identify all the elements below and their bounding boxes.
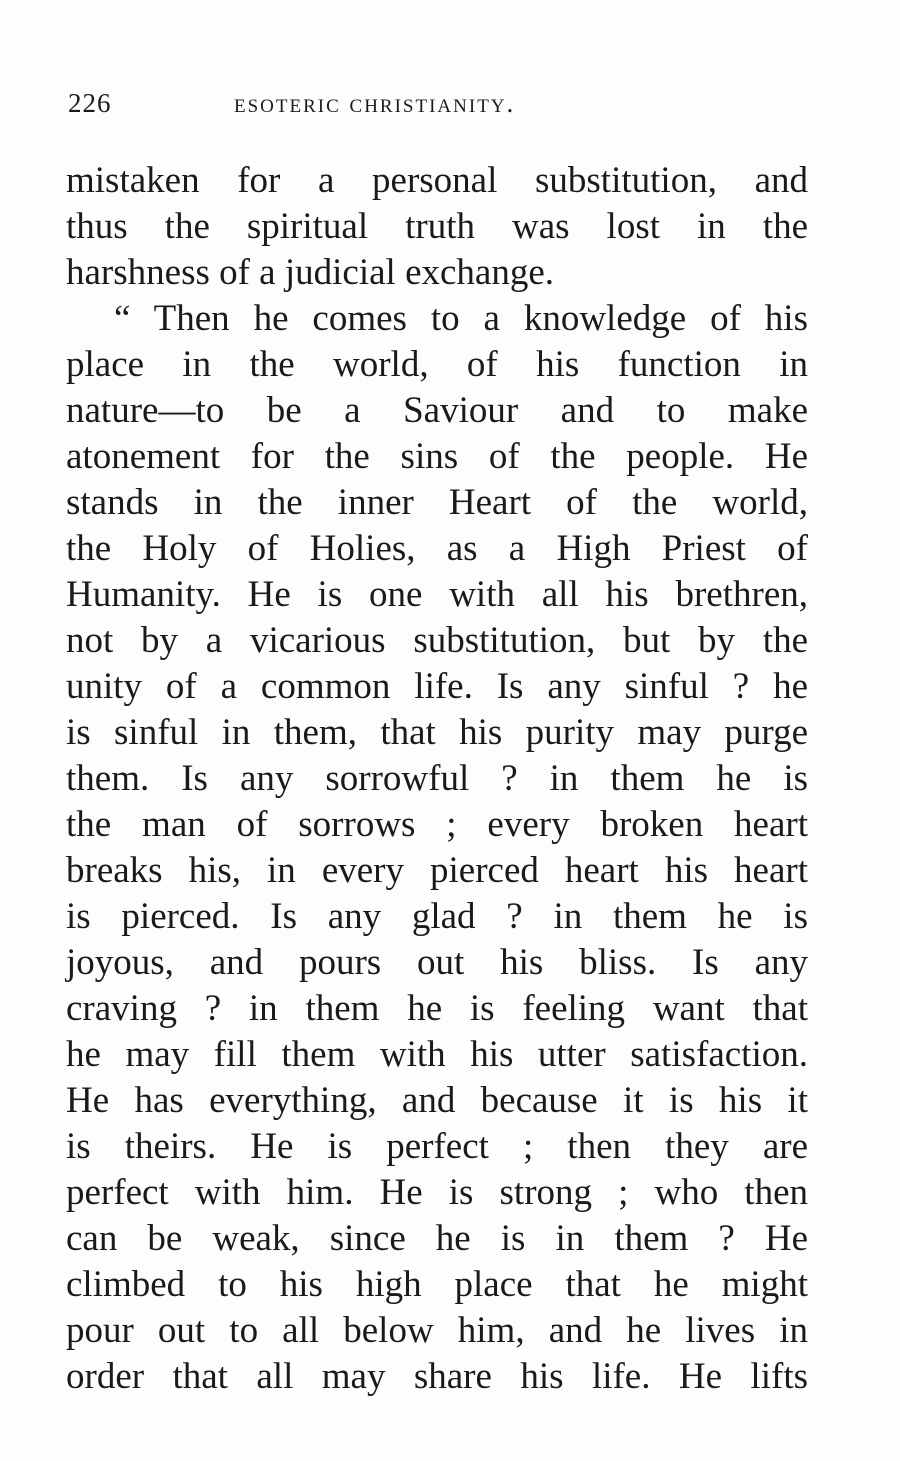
text-line: not by a vicarious substitution, but by the — [66, 620, 808, 661]
text-line: nature—to be a Saviour and to make — [66, 390, 808, 431]
text-line: atonement for the sins of the people. He — [66, 436, 808, 477]
text-line: thus the spiritual truth was lost in the — [66, 206, 808, 247]
text-line: order that all may share his life. He lifts — [66, 1356, 808, 1397]
text-line: harshness of a judicial exchange. — [66, 252, 555, 293]
body-text — [66, 158, 808, 1400]
text-line: stands in the inner Heart of the world, — [66, 482, 808, 523]
text-line: Humanity. He is one with all his brethren, — [66, 574, 808, 615]
text-line: joyous, and pours out his bliss. Is any — [66, 942, 808, 983]
text-line: the Holy of Holies, as a High Priest of — [66, 528, 808, 569]
text-line: is pierced. Is any glad ? in them he is — [66, 896, 808, 937]
text-line: pour out to all below him, and he lives in — [66, 1310, 808, 1351]
text-line: he may fill them with his utter satisfaction. — [66, 1034, 808, 1075]
text-line: is sinful in them, that his purity may purge — [66, 712, 808, 753]
text-line: climbed to his high place that he might — [66, 1264, 808, 1305]
text-line: unity of a common life. Is any sinful ? he — [66, 666, 808, 707]
text-line: them. Is any sorrowful ? in them he is — [66, 758, 808, 799]
text-line: “ Then he comes to a knowledge of his — [114, 298, 808, 339]
running-title: esoteric christianity. — [234, 88, 516, 118]
text-line: breaks his, in every pierced heart his heart — [66, 850, 808, 891]
text-line: is theirs. He is perfect ; then they are — [66, 1126, 808, 1167]
text-line: He has everything, and because it is his it — [66, 1080, 808, 1121]
page-number: 226 — [68, 88, 112, 118]
text-line: the man of sorrows ; every broken heart — [66, 804, 808, 845]
running-head — [66, 88, 806, 128]
text-line: can be weak, since he is in them ? He — [66, 1218, 808, 1259]
text-line: place in the world, of his function in — [66, 344, 808, 385]
text-line: perfect with him. He is strong ; who then — [66, 1172, 808, 1213]
text-line: mistaken for a personal substitution, and — [66, 160, 808, 201]
text-line: craving ? in them he is feeling want that — [66, 988, 808, 1029]
